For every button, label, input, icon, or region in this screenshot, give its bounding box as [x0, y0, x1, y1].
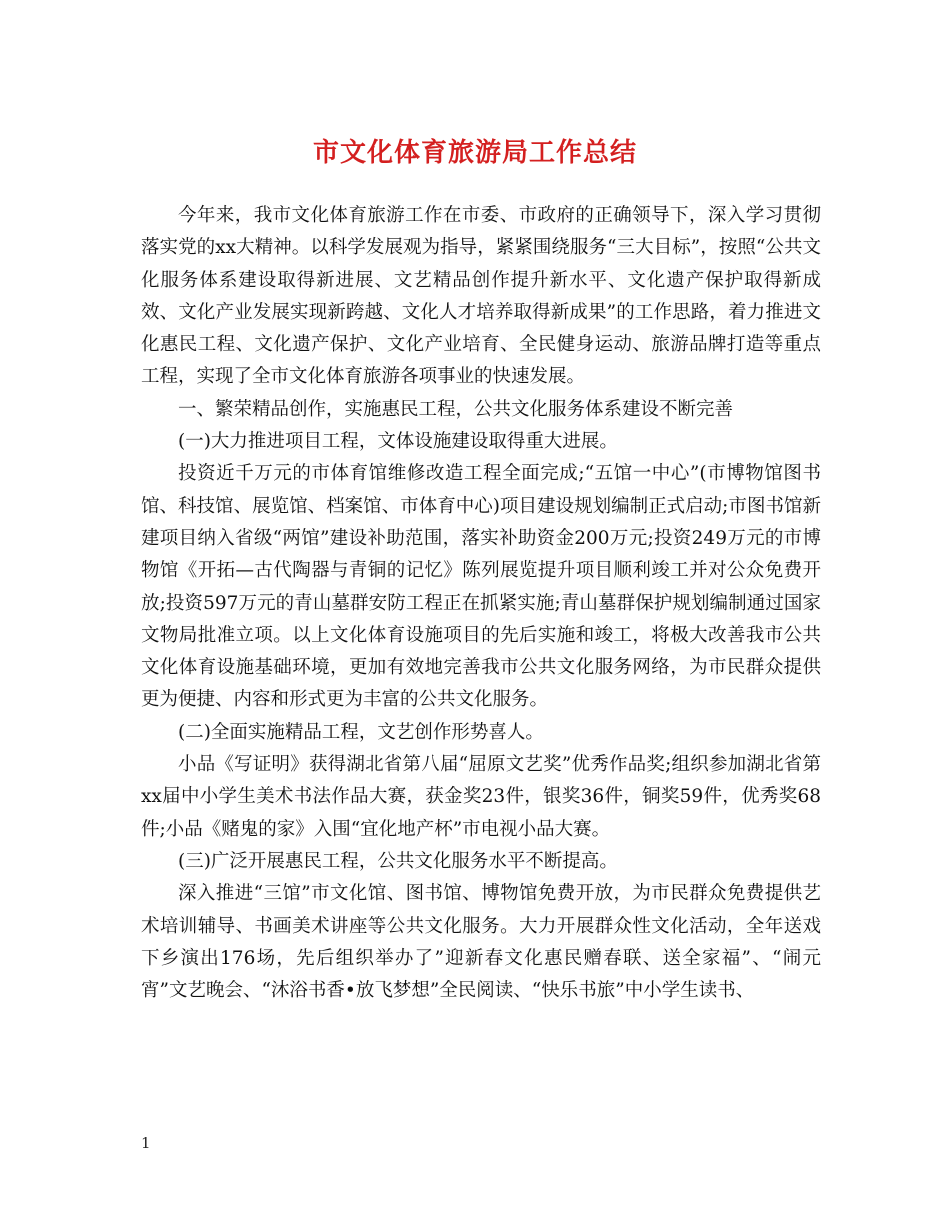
paragraph-works: 小品《写证明》获得湖北省第八届“屈原文艺奖”优秀作品奖;组织参加湖北省第xx届中小学生美术书法作品大赛，获金奖23件，银奖36件，铜奖59件，优秀奖68件;小品《赌鬼的家》入围“宜化地产杯”市电视小品大赛。 — [141, 754, 821, 840]
document-body — [141, 200, 821, 1007]
paragraph-projects: 投资近千万元的市体育馆维修改造工程全面完成;“五馆一中心”(市博物馆图书馆、科技馆、展览馆、档案馆、市体育中心)项目建设规划编制正式启动;市图书馆新建项目纳入省级“两馆”建设补助范围，落实补助资金200万元;投资249万元的市博物馆《开拓—古代陶器与青铜的记忆》陈列展览提升项目顺利竣工并对公众免费开放;投资597万元的青山墓群安防工程正在抓紧实施;青山墓群保护规划编制通过国家文物局批准立项。以上文化体育设施项目的先后实施和竣工，将极大改善我市公共文化体育设施基础环境，更加有效地完善我市公共文化服务网络，为市民群众提供更为便捷、内容和形式更为丰富的公共文化服务。 — [141, 463, 821, 711]
paragraph-intro: 今年来，我市文化体育旅游工作在市委、市政府的正确领导下，深入学习贯彻落实党的xx大精神。以科学发展观为指导，紧紧围绕服务“三大目标”，按照“公共文化服务体系建设取得新进展、文艺精品创作提升新水平、文化遗产保护取得新成效、文化产业发展实现新跨越、文化人才培养取得新成果”的工作思路，着力推进文化惠民工程、文化遗产保护、文化产业培育、全民健身运动、旅游品牌打造等重点工程，实现了全市文化体育旅游各项事业的快速发展。 — [141, 205, 821, 388]
document-title: 市文化体育旅游局工作总结 — [312, 138, 637, 168]
subsection-heading-2: (二)全面实施精品工程，文艺创作形势喜人。 — [178, 721, 544, 743]
subsection-heading-3: (三)广泛开展惠民工程，公共文化服务水平不断提高。 — [178, 850, 618, 872]
paragraph-public-service: 深入推进“三馆”市文化馆、图书馆、博物馆免费开放，为市民群众免费提供艺术培训辅导、书画美术讲座等公共文化服务。大力开展群众性文化活动，全年送戏下乡演出176场，先后组织举办了”迎新春文化惠民赠春联、送全家福”、“闹元宵”文艺晚会、“沐浴书香•放飞梦想”全民阅读、“快乐书旅”中小学生读书、 — [141, 883, 821, 1002]
section-heading-1: 一、繁荣精品创作，实施惠民工程，公共文化服务体系建设不断完善 — [178, 398, 734, 420]
subsection-heading-1: (一)大力推进项目工程，文体设施建设取得重大进展。 — [178, 431, 618, 453]
page-number: 1 — [141, 1134, 151, 1152]
